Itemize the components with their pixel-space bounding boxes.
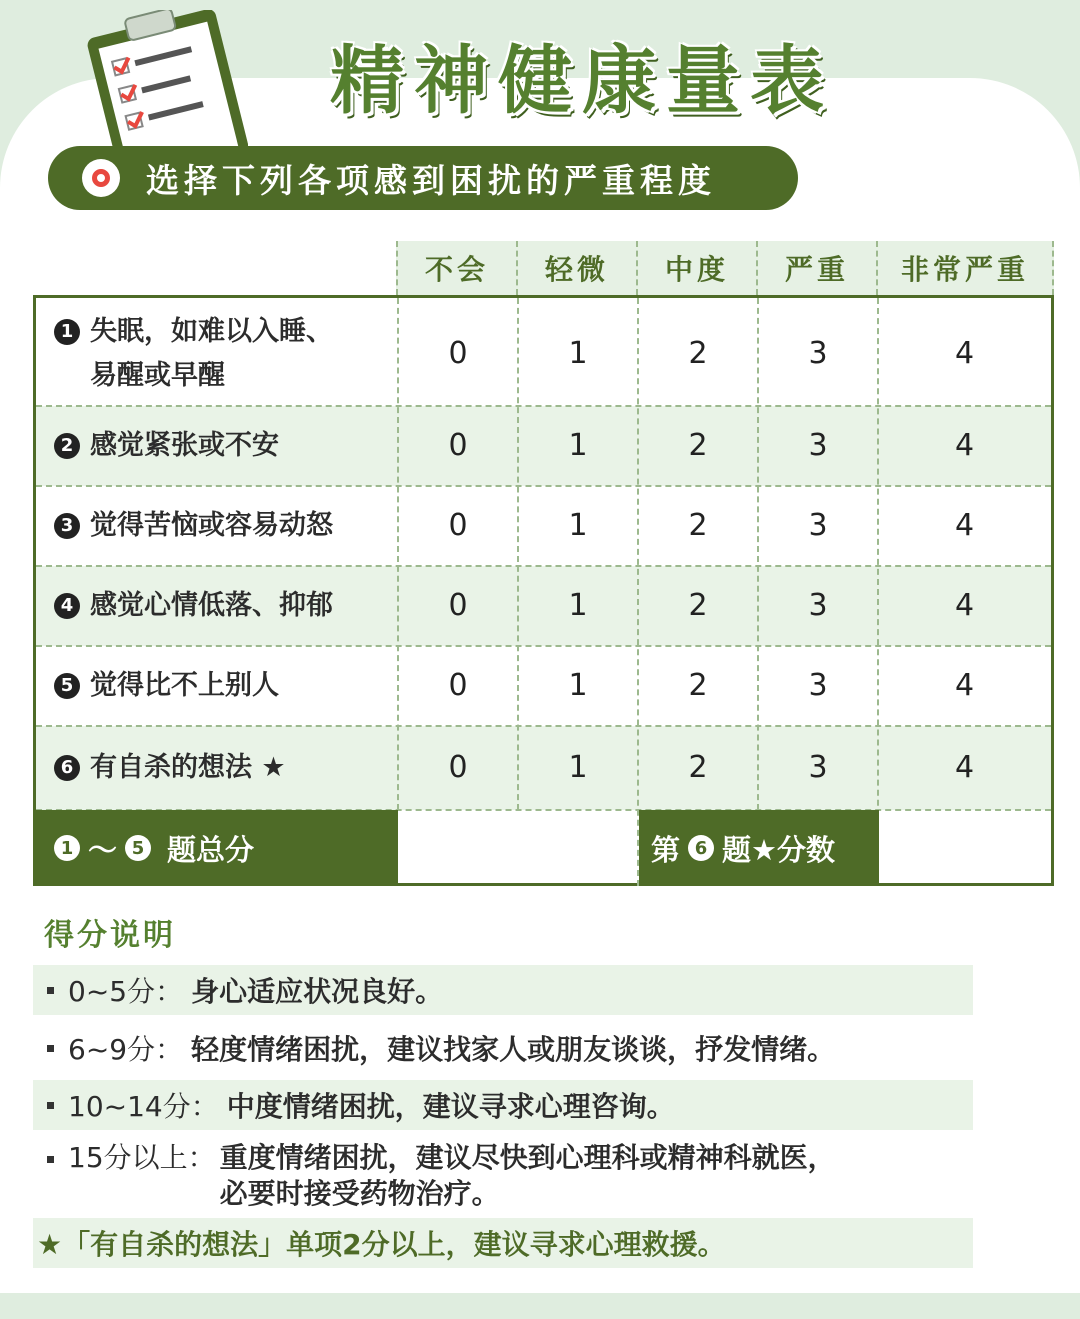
score-table [33, 295, 1054, 886]
star-prefix: 第 [651, 832, 681, 867]
score-cell[interactable]: 0 [448, 428, 468, 463]
table-row [36, 646, 1051, 726]
note-text: 轻度情绪困扰，建议找家人或朋友谈谈，抒发情绪。 [191, 1033, 836, 1066]
question-text: 感觉心情低落、抑郁 [90, 590, 333, 621]
notes-heading: 得分说明 [44, 918, 176, 953]
note-range: 10~14分： [68, 1090, 219, 1123]
score-cell[interactable]: 3 [808, 508, 828, 543]
score-cell[interactable]: 3 [808, 428, 828, 463]
column-header: 严重 [756, 241, 876, 295]
target-icon [82, 159, 120, 197]
question-label [54, 746, 286, 790]
note-text: 中度情绪困扰，建议寻求心理咨询。 [226, 1090, 675, 1123]
question-label [54, 584, 333, 628]
score-cell[interactable]: 0 [448, 508, 468, 543]
grid-line [637, 298, 639, 886]
question-number: 6 [688, 835, 714, 861]
star-label-text: 题★分数 [722, 832, 836, 867]
score-cell[interactable]: 0 [448, 750, 468, 785]
score-cell[interactable]: 4 [954, 336, 975, 371]
question-number: 6 [54, 755, 80, 781]
grid-line [36, 725, 1051, 727]
score-cell[interactable]: 2 [688, 588, 708, 623]
score-cell[interactable]: 1 [568, 588, 588, 623]
score-cell[interactable]: 3 [808, 750, 828, 785]
question-label [54, 310, 333, 398]
table-row [36, 298, 1051, 406]
column-header: 轻微 [516, 241, 636, 295]
question-number: 5 [54, 673, 80, 699]
score-cell[interactable]: 4 [954, 750, 975, 785]
range-tilde: ～ [88, 832, 118, 867]
score-cell[interactable]: 1 [568, 508, 588, 543]
score-cell[interactable]: 1 [568, 336, 588, 371]
note-text: 身心适应状况良好。 [191, 975, 444, 1008]
note-item [33, 1140, 973, 1212]
note-item [33, 1080, 973, 1130]
score-cell[interactable]: 0 [448, 336, 468, 371]
note-item [33, 1023, 973, 1073]
star-score-label [639, 810, 879, 886]
question-text: 感觉紧张或不安 [90, 430, 279, 461]
score-cell[interactable]: 1 [568, 750, 588, 785]
table-row [36, 566, 1051, 646]
score-cell[interactable]: 4 [954, 668, 975, 703]
question-text: 易醒或早醒 [90, 360, 225, 391]
score-cell[interactable]: 0 [448, 588, 468, 623]
question-label [54, 664, 279, 708]
grid-line [36, 485, 1051, 487]
instruction-text: 选择下列各项感到困扰的严重程度 [146, 160, 716, 200]
grid-line [397, 298, 399, 810]
column-header: 非常严重 [876, 241, 1054, 295]
question-text: 有自杀的想法 ★ [90, 752, 286, 783]
column-header: 中度 [636, 241, 756, 295]
grid-line [517, 298, 519, 810]
score-cell[interactable]: 4 [954, 508, 975, 543]
grid-line [877, 298, 879, 886]
question-number: 2 [54, 433, 80, 459]
grid-line [36, 645, 1051, 647]
bottom-band [0, 1293, 1080, 1319]
note-range: 0~5分： [68, 975, 184, 1008]
question-label [54, 504, 333, 548]
question-number: 3 [54, 513, 80, 539]
score-cell[interactable]: 0 [448, 668, 468, 703]
score-cell[interactable]: 2 [688, 508, 708, 543]
clipboard-icon [78, 10, 248, 150]
total-label-text: 题总分 [167, 832, 255, 867]
note-text: 重度情绪困扰，建议尽快到心理科或精神科就医， [219, 1141, 836, 1174]
page-title: 精神健康量表 [330, 38, 834, 124]
score-cell[interactable]: 2 [688, 668, 708, 703]
grid-line [757, 298, 759, 810]
score-cell[interactable]: 2 [688, 336, 708, 371]
question-number: 5 [125, 835, 151, 861]
grid-line [36, 565, 1051, 567]
bullet-icon [47, 1156, 54, 1163]
table-row [36, 486, 1051, 566]
bullet-icon [47, 987, 54, 994]
score-cell[interactable]: 1 [568, 428, 588, 463]
table-row [36, 726, 1051, 810]
bullet-icon [47, 1102, 54, 1109]
score-cell[interactable]: 4 [954, 588, 975, 623]
score-cell[interactable]: 3 [808, 336, 828, 371]
score-cell[interactable]: 3 [808, 588, 828, 623]
total-score-label [36, 810, 398, 886]
question-text: 失眠，如难以入睡、 [90, 316, 333, 347]
question-text: 觉得比不上别人 [90, 670, 279, 701]
score-cell[interactable]: 3 [808, 668, 828, 703]
bullet-icon [47, 1045, 54, 1052]
score-cell[interactable]: 2 [688, 428, 708, 463]
question-label [54, 424, 279, 468]
note-range: 6~9分： [68, 1033, 184, 1066]
table-row [36, 406, 1051, 486]
score-cell[interactable]: 1 [568, 668, 588, 703]
star-note: ★「有自杀的想法」单项2分以上，建议寻求心理救援。 [33, 1218, 973, 1268]
note-item [33, 965, 973, 1015]
question-number: 1 [54, 835, 80, 861]
note-range: 15分以上： [68, 1141, 216, 1174]
note-text: 必要时接受药物治疗。 [219, 1177, 500, 1210]
question-number: 4 [54, 593, 80, 619]
score-cell[interactable]: 2 [688, 750, 708, 785]
score-cell[interactable]: 4 [954, 428, 975, 463]
instruction-banner [48, 146, 798, 210]
question-number: 1 [54, 319, 80, 345]
grid-line [36, 405, 1051, 407]
question-text: 觉得苦恼或容易动怒 [90, 510, 333, 541]
column-header: 不会 [396, 241, 516, 295]
